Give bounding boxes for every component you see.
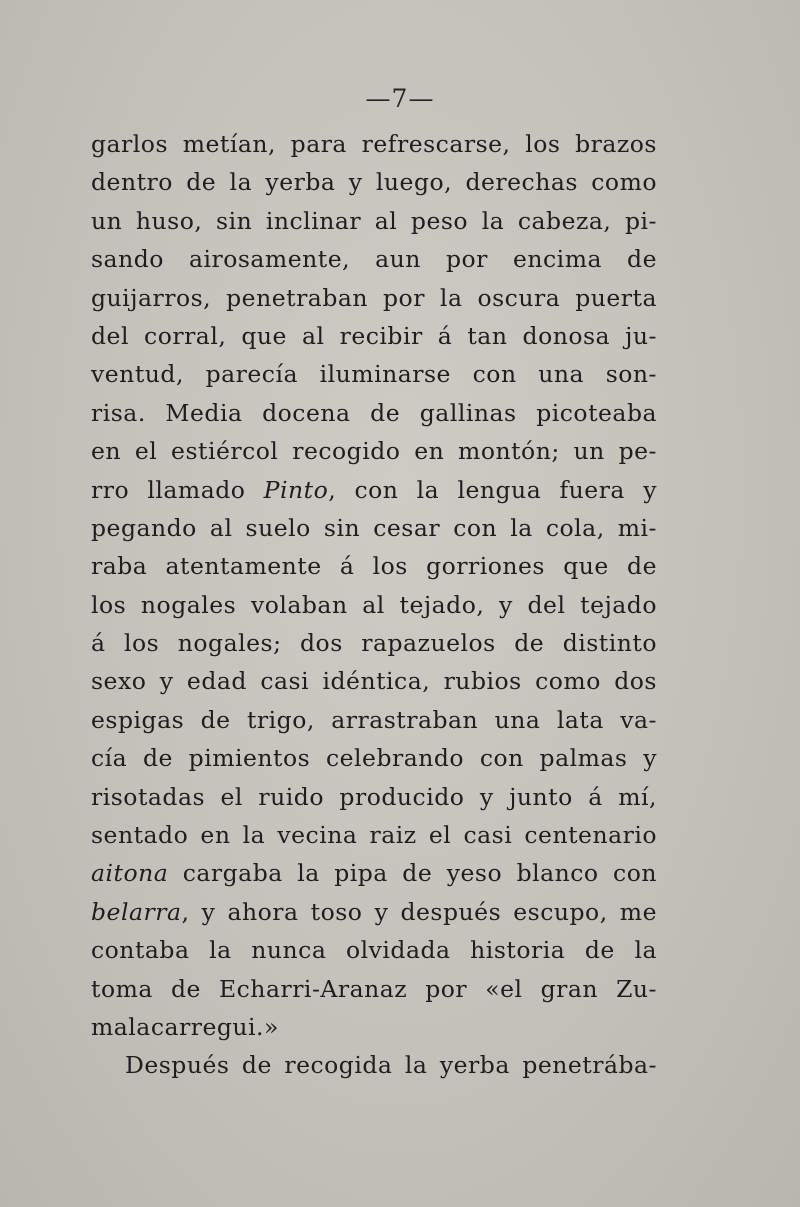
text-line: rro llamado Pinto, con la lengua fuera y [91, 475, 657, 504]
text-line: contaba la nunca olvidada historia de la [91, 936, 657, 965]
text-line: sexo y edad casi idéntica, rubios como dos [91, 667, 657, 696]
italic-word-belarra: belarra [91, 897, 182, 926]
text-line: un huso, sin inclinar al peso la cabeza, pi- [91, 206, 657, 235]
text-line: del corral, que al recibir á tan donosa ju- [91, 321, 657, 350]
text-line: belarra, y ahora toso y después escupo, me [91, 897, 657, 926]
text-line: risotadas el ruido producido y junto á mí, [91, 782, 657, 811]
text-line: en el estiércol recogido en montón; un pe- [91, 437, 657, 466]
page-number: —7— [365, 84, 435, 113]
text-line: sando airosamente, aun por encima de [91, 245, 657, 274]
text-line: dentro de la yerba y luego, derechas como [91, 168, 657, 197]
italic-name-pinto: Pinto [263, 475, 329, 504]
text-line: toma de Echarri-Aranaz por «el gran Zu- [91, 974, 657, 1003]
text-line: los nogales volaban al tejado, y del tejado [91, 590, 657, 619]
text-line: garlos metían, para refrescarse, los brazos [91, 130, 657, 158]
text-line: malacarregui.» [91, 1012, 279, 1041]
text-line: cía de pimientos celebrando con palmas y [91, 744, 657, 773]
text-line: á los nogales; dos rapazuelos de distinto [91, 629, 657, 658]
text-line: raba atentamente á los gorriones que de [91, 552, 657, 581]
text-line: risa. Media docena de gallinas picoteaba [91, 398, 657, 427]
text-line: espigas de trigo, arrastraban una lata va- [91, 705, 657, 734]
italic-word-aitona: aitona [91, 859, 169, 888]
text-line: pegando al suelo sin cesar con la cola, mi- [91, 513, 657, 542]
text-line: sentado en la vecina raiz el casi centenario [91, 821, 657, 850]
text-line: aitona cargaba la pipa de yeso blanco con [91, 859, 657, 888]
text-line: guijarros, penetraban por la oscura puerta [91, 283, 657, 312]
text-line: ventud, parecía iluminarse con una son- [91, 360, 657, 389]
text-line: Después de recogida la yerba penetrába- [125, 1051, 657, 1080]
body-text [91, 125, 657, 1085]
